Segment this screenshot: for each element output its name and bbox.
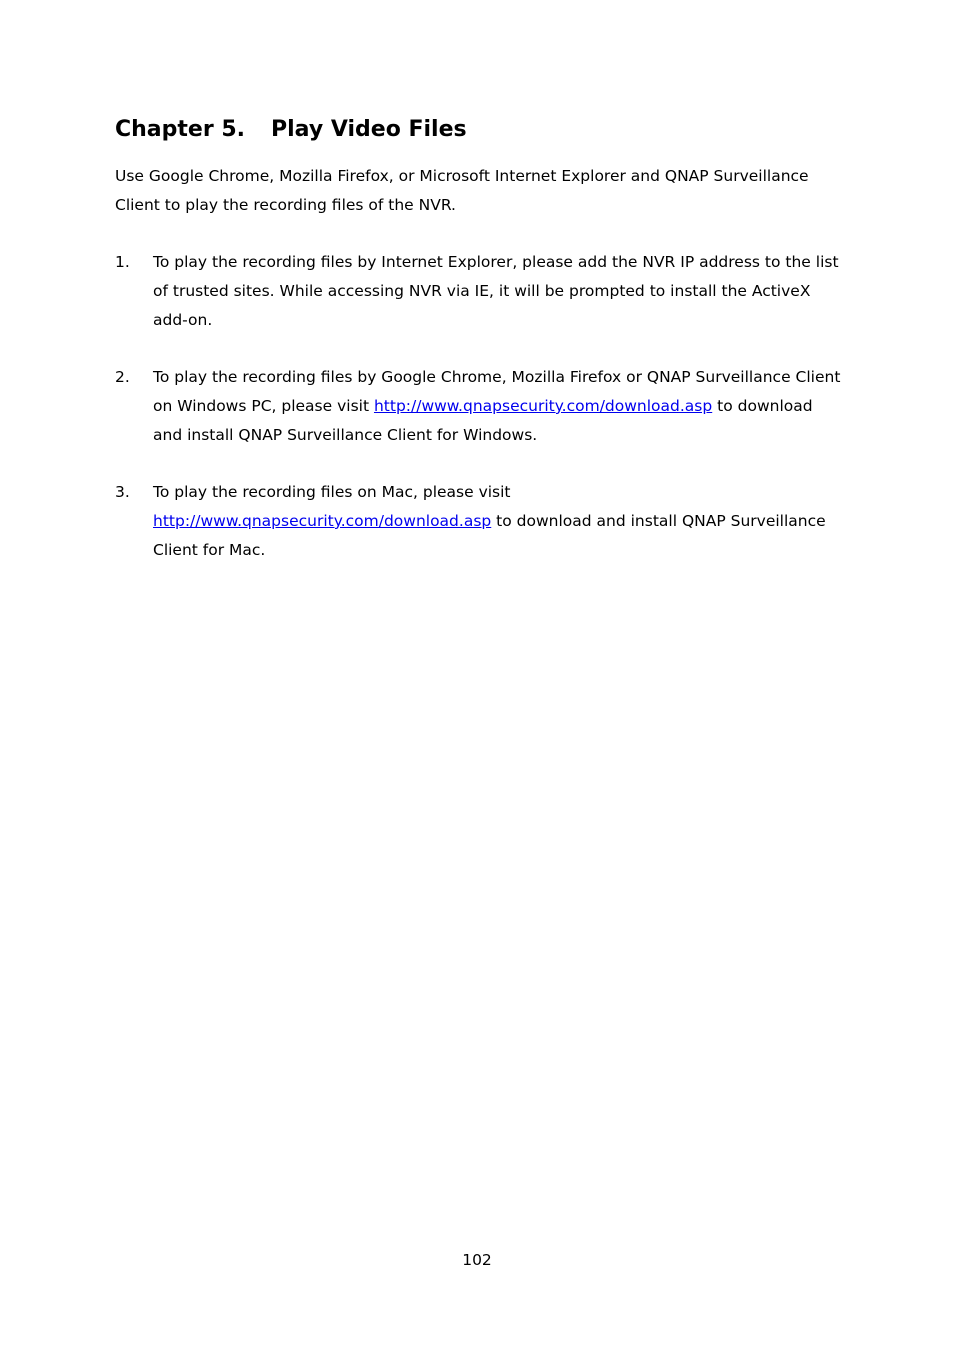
chapter-heading: [115, 112, 843, 148]
download-link[interactable]: http://www.qnapsecurity.com/download.asp: [153, 512, 492, 530]
chapter-title: Play Video Files: [271, 117, 467, 142]
step-text-after: to download and install QNAP Surveillance Client for Windows.: [153, 397, 813, 444]
steps-list: [115, 248, 843, 565]
step-number: 2.: [115, 368, 130, 386]
step-text-after: to download and install QNAP Surveillance Client for Mac.: [153, 512, 826, 559]
chapter-number: Chapter 5.: [115, 117, 246, 142]
step-number: 1.: [115, 253, 130, 271]
step-text-before: To play the recording files on Mac, please visit: [153, 483, 511, 501]
step-number: 3.: [115, 483, 130, 501]
list-item: [115, 478, 843, 565]
step-text-before: To play the recording files by Google Chrome, Mozilla Firefox or QNAP Surveillance Client on Windows PC, please visit: [153, 368, 841, 415]
step-text: To play the recording files by Internet Explorer, please add the NVR IP address to the list of trusted sites. While accessing NVR via IE, it will be prompted to install the ActiveX add-on.: [153, 253, 839, 329]
list-item: [115, 248, 843, 335]
document-body: [115, 112, 843, 593]
intro-paragraph: Use Google Chrome, Mozilla Firefox, or Microsoft Internet Explorer and QNAP Surveillance Client to play the recording files of the NVR.: [115, 167, 809, 214]
page-number: 102: [462, 1251, 492, 1269]
list-item: [115, 363, 843, 450]
download-link[interactable]: http://www.qnapsecurity.com/download.asp: [373, 397, 713, 415]
